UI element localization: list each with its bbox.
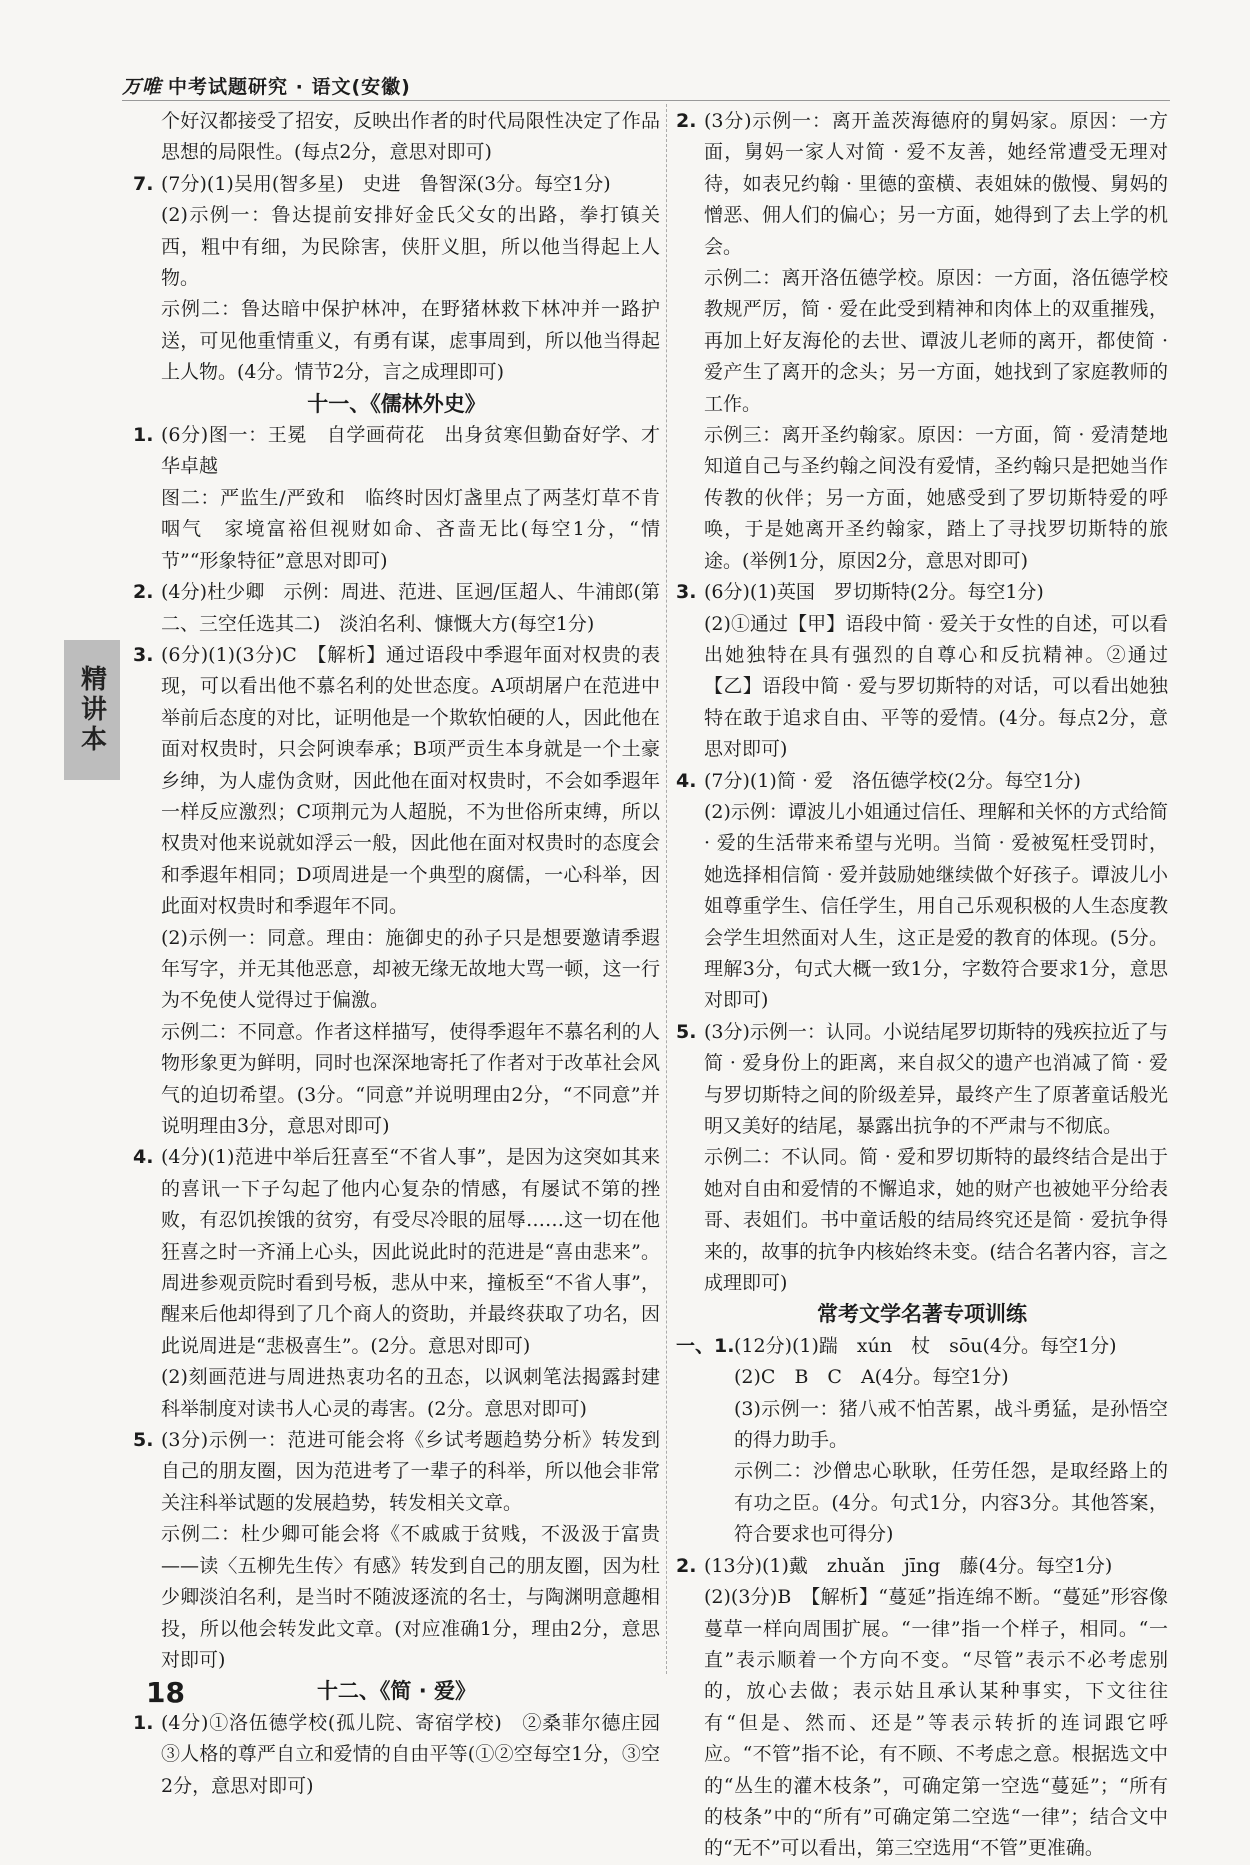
- answer-text: 图二：严监生/严致和 临终时因灯盏里点了两茎灯草不肯咽气 家境富裕但视财如命、吝啬无比(每空1分，“情节”“形象特征”意思对即可): [161, 486, 660, 572]
- paragraph: 个好汉都接受了招安，反映出作者的时代局限性决定了作品思想的局限性。(每点2分，意思对即可): [161, 110, 660, 164]
- answer-text: (2)示例一：鲁达提前安排好金氏父女的出路，拳打镇关西，粗中有细，为民除害，侠肝义胆，所以他当得起上人物。: [161, 204, 660, 290]
- answer-text: 示例二：沙僧忠心耿耿，任劳任怨，是取经路上的有功之臣。(4分。句式1分，内容3分。其他答案，符合要求也可得分): [734, 1460, 1168, 1546]
- answer-text: (12分)(1)踹 xún 杖 sōu(4分。每空1分): [734, 1334, 1117, 1357]
- answer-text: (2)示例一：同意。理由：施御史的孙子只是想要邀请季遐年写字，并无其他恶意，却被无缘无故地大骂一顿，这一行为不免使人觉得过于偏激。: [161, 926, 660, 1012]
- item-number: 3.: [676, 581, 697, 604]
- answer-text: 示例二：不同意。作者这样描写，使得季遐年不慕名利的人物形象更为鲜明，同时也深深地寄托了作者对于改革社会风气的迫切希望。(3分。“同意”并说明理由2分，“不同意”并说明理由3分，意思对即可): [161, 1020, 660, 1137]
- answer-text: (2)C B C A(4分。每空1分): [734, 1366, 1009, 1389]
- answer-text: (3)示例一：猪八戒不怕苦累，战斗勇猛，是孙悟空的得力助手。: [734, 1397, 1168, 1452]
- answer-text: (7分)(1)简 · 爱 洛伍德学校(2分。每空1分): [704, 769, 1081, 792]
- answer-text: (4分)①洛伍德学校(孤儿院、寄宿学校) ②桑菲尔德庄园 ③人格的尊严自立和爱情的自由平等(①②空每空1分，③空2分，意思对即可): [161, 1711, 680, 1797]
- answer-text: (3分)示例一：认同。小说结尾罗切斯特的残疾拉近了与简 · 爱身份上的距离，来自叔父的遗产也消减了简 · 爱与罗切斯特之间的阶级差异，最终产生了原著童话般光明又美好的结尾，暴露出抗争的不严肃与不彻底。: [704, 1020, 1168, 1137]
- answer-text: (7分)(1)吴用(智多星) 史进 鲁智深(3分。每空1分): [161, 172, 611, 195]
- section-heading: 十二、《简 · 爱》: [316, 1679, 477, 1704]
- answer-text: (4分)杜少卿 示例：周进、范进、匡迥/匡超人、牛浦郎(第二、三空任选其二) 淡泊名利、慷慨大方(每空1分): [161, 581, 660, 635]
- answer-text: (2)示例：谭波儿小姐通过信任、理解和关怀的方式给简 · 爱的生活带来希望与光明。当简 · 爱被冤枉受罚时，她选择相信简 · 爱并鼓励她继续做个好孩子。谭波儿小姐尊重学生、信任学生，用自己乐观积极的人生态度教会学生坦然面对人生，这正是爱的教育的体现。(5分。理解3分，句式大概一致1分，字数符合要求1分，意思对即可): [704, 800, 1168, 1012]
- column-divider: [666, 104, 667, 1674]
- answer-text: 示例三：离开圣约翰家。原因：一方面，简 · 爱清楚地知道自己与圣约翰之间没有爱情，圣约翰只是把她当作传教的伙伴；另一方面，她感受到了罗切斯特爱的呼唤，于是她离开圣约翰家，踏上了寻找罗切斯特的旅途。(举例1分，原因2分，意思对即可): [704, 424, 1168, 572]
- left-column: [133, 106, 680, 1802]
- answer-item-2: [676, 1551, 1168, 1865]
- item-number: 2.: [133, 581, 154, 604]
- answer-text: 示例二：不认同。简 · 爱和罗切斯特的最终结合是出于她对自由和爱情的不懈追求，她的财产也被她平分给表哥、表姐们。书中童话般的结局终究还是简 · 爱抗争得来的，故事的抗争内核始终未变。(结合名著内容，言之成理即可): [704, 1146, 1168, 1295]
- answer-text: (2)①通过【甲】语段中简 · 爱关于女性的自述，可以看出她独特在具有强烈的自尊心和反抗精神。②通过【乙】语段中简 · 爱与罗切斯特的对话，可以看出她独特在敢于追求自由、平等的爱情。(4分。每点2分，意思对即可): [704, 612, 1168, 761]
- answer-text: (4分)(1)范进中举后狂喜至“不省人事”，是因为这突如其来的喜讯一下子勾起了他内心复杂的情感，有屡试不第的挫败，有忍饥挨饿的贫穷，有受尽冷眼的屈辱……这一切在他狂喜之时一齐涌上心头，因此说此时的范进是“喜由悲来”。周进参观贡院时看到号板，悲从中来，撞板至“不省人事”，醒来后他却得到了几个商人的资助，并最终获取了功名，因此说周进是“悲极喜生”。(2分。意思对即可): [161, 1146, 660, 1357]
- header-title: 中考试题研究 · 语文(安徽): [168, 76, 411, 98]
- answer-item-1: [133, 1708, 680, 1802]
- answer-text: (13分)(1)戴 zhuǎn jīng 藤(4分。每空1分): [704, 1554, 1113, 1577]
- answer-item-4: [676, 766, 1168, 1017]
- item-number: 3.: [133, 643, 154, 666]
- answer-item-1: [133, 420, 660, 577]
- side-tab: 精讲本: [64, 640, 120, 780]
- brand-logo: 万唯: [122, 76, 163, 98]
- answer-item-5: [676, 1017, 1168, 1300]
- page-header: [122, 72, 411, 99]
- right-column: [676, 106, 1168, 1865]
- answer-text: (3分)示例一：离开盖茨海德府的舅妈家。原因：一方面，舅妈一家人对简 · 爱不友善，她经常遭受无理对待，如表兄约翰 · 里德的蛮横、表姐妹的傲慢、舅妈的憎恶、佣人们的偏心；另一方面，她得到了去上学的机会。: [704, 110, 1168, 258]
- answer-item-2: [133, 577, 660, 640]
- item-number: 1.: [133, 1711, 154, 1734]
- answer-item-5: [133, 1425, 660, 1676]
- answer-text: (6分)图一：王冕 自学画荷花 出身贫寒但勤奋好学、才华卓越: [161, 424, 660, 478]
- answer-item-3: [676, 577, 1168, 765]
- item-number: 一、1.: [676, 1334, 735, 1357]
- section-heading: 十一、《儒林外史》: [307, 391, 486, 416]
- item-number: 1.: [133, 424, 154, 447]
- page-number: 18: [146, 1676, 185, 1709]
- section-heading: 常考文学名著专项训练: [817, 1302, 1027, 1327]
- answer-text: (3分)示例一：范进可能会将《乡试考题趋势分析》转发到自己的朋友圈，因为范进考了一辈子的科举，所以他会非常关注科举试题的发展趋势，转发相关文章。: [161, 1429, 660, 1514]
- answer-item-2: [676, 106, 1168, 577]
- answer-text: (6分)(1)(3分)C 【解析】通过语段中季遐年面对权贵的表现，可以看出他不慕名利的处世态度。A项胡屠户在范进中举前后态度的对比，证明他是一个欺软怕硬的人，因此他在面对权贵时，只会阿谀奉承；B项严贡生本身就是一个土豪乡绅，为人虚伪贪财，因此他在面对权贵时，不会如季遐年一样反应激烈；C项荆元为人超脱，不为世俗所束缚，所以权贵对他来说就如浮云一般，因此他在面对权贵时的态度会和季遐年相同；D项周进是一个典型的腐儒，一心科举，因此面对权贵时和季遐年不同。: [161, 643, 660, 918]
- item-number: 5.: [676, 1020, 697, 1043]
- answer-text: (6分)(1)英国 罗切斯特(2分。每空1分): [704, 581, 1044, 604]
- item-number: 7.: [133, 172, 154, 195]
- answer-text: 示例二：离开洛伍德学校。原因：一方面，洛伍德学校教规严厉，简 · 爱在此受到精神和肉体上的双重摧残，再加上好友海伦的去世、谭波儿老师的离开，都使简 · 爱产生了离开的念头；另一方面，她找到了家庭教师的工作。: [704, 267, 1168, 415]
- answer-item-1: [676, 1331, 1168, 1551]
- item-number: 4.: [676, 769, 697, 792]
- header-rule: [122, 100, 1170, 101]
- answer-text: (2)(3分)B 【解析】“蔓延”指连绵不断。“蔓延”形容像蔓草一样向周围扩展。“一律”指一个样子，相同。“一直”表示顺着一个方向不变。“尽管”表示不必考虑别的，放心去做；表示姑且承认某种事实，下文往往有“但是、然而、还是”等表示转折的连词跟它呼应。“不管”指不论，有不顾、不考虑之意。根据选文中的“丛生的灌木枝条”，可确定第一空选“蔓延”；“所有的枝条”中的“所有”可确定第二空选“一律”；结合文中的“无不”可以看出，第三空选用“不管”更准确。: [704, 1586, 1168, 1860]
- answer-item-3: [133, 640, 660, 1143]
- answer-item-4: [133, 1142, 660, 1425]
- item-number: 5.: [133, 1429, 154, 1452]
- answer-text: (2)刻画范进与周进热衷功名的丑态，以讽刺笔法揭露封建科举制度对读书人心灵的毒害。(2分。意思对即可): [161, 1366, 660, 1420]
- item-number: 4.: [133, 1146, 154, 1169]
- item-number: 2.: [676, 1554, 697, 1577]
- answer-text: 示例二：杜少卿可能会将《不戚戚于贫贱，不汲汲于富贵——读〈五柳先生传〉有感》转发到自己的朋友圈，因为杜少卿淡泊名利，是当时不随波逐流的名士，与陶渊明意趣相投，所以他会转发此文章。(对应准确1分，理由2分，意思对即可): [161, 1523, 660, 1671]
- answer-text: 示例二：鲁达暗中保护林冲，在野猪林救下林冲并一路护送，可见他重情重义，有勇有谋，虑事周到，所以他当得起上人物。(4分。情节2分，言之成理即可): [161, 298, 660, 384]
- item-number: 2.: [676, 110, 697, 132]
- answer-item-7: [133, 169, 660, 389]
